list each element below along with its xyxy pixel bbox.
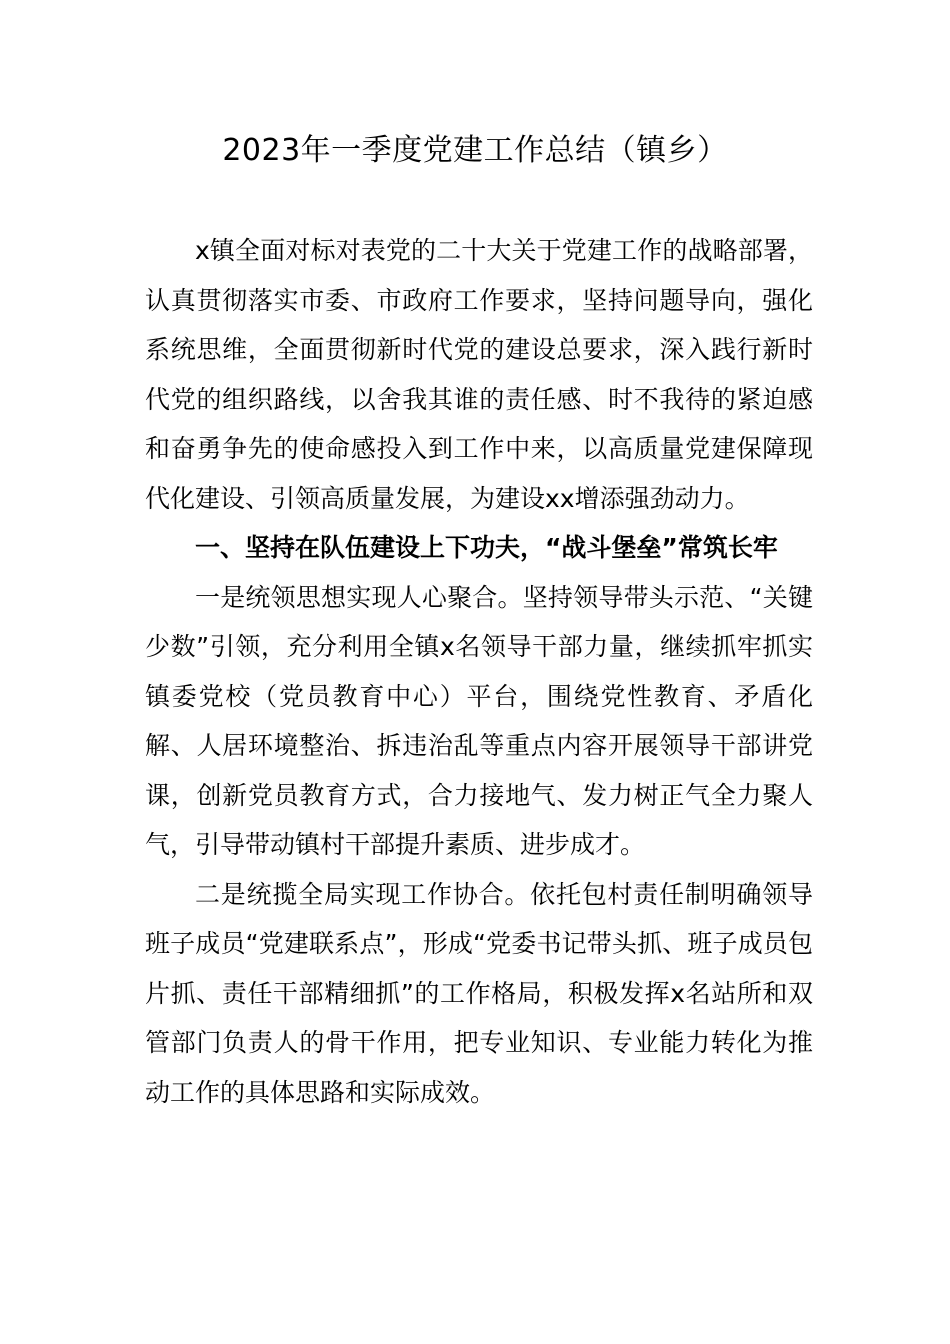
- intro-paragraph: x镇全面对标对表党的二十大关于党建工作的战略部署，认真贯彻落实市委、市政府工作要求，坚持问题导向，强化系统思维，全面贯彻新时代党的建设总要求，深入践行新时代党的组织路线，以舍我其谁的责任感、时不我待的紧迫感和奋勇争先的使命感投入到工作中来，以高质量党建保障现代化建设、引领高质量发展，为建设xx增添强劲动力。: [145, 236, 813, 513]
- body-paragraph: 二是统揽全局实现工作协合。依托包村责任制明确领导班子成员“党建联系点”，形成“党委书记带头抓、班子成员包片抓、责任干部精细抓”的工作格局，积极发挥x名站所和双管部门负责人的骨干作用，把专业知识、专业能力转化为推动工作的具体思路和实际成效。: [145, 879, 813, 1107]
- section-heading: 一、坚持在队伍建设上下功夫，“战斗堡垒”常筑长牢: [195, 533, 778, 562]
- document-title: 2023年一季度党建工作总结（镇乡）: [222, 133, 728, 168]
- body-paragraph: 一是统领思想实现人心聚合。坚持领导带头示范、“关键少数”引领，充分利用全镇x名领导干部力量，继续抓牢抓实镇委党校（党员教育中心）平台，围绕党性教育、矛盾化解、人居环境整治、拆违治乱等重点内容开展领导干部讲党课，创新党员教育方式，合力接地气、发力树正气全力聚人气，引导带动镇村干部提升素质、进步成才。: [145, 582, 813, 859]
- document-body: [145, 226, 813, 1117]
